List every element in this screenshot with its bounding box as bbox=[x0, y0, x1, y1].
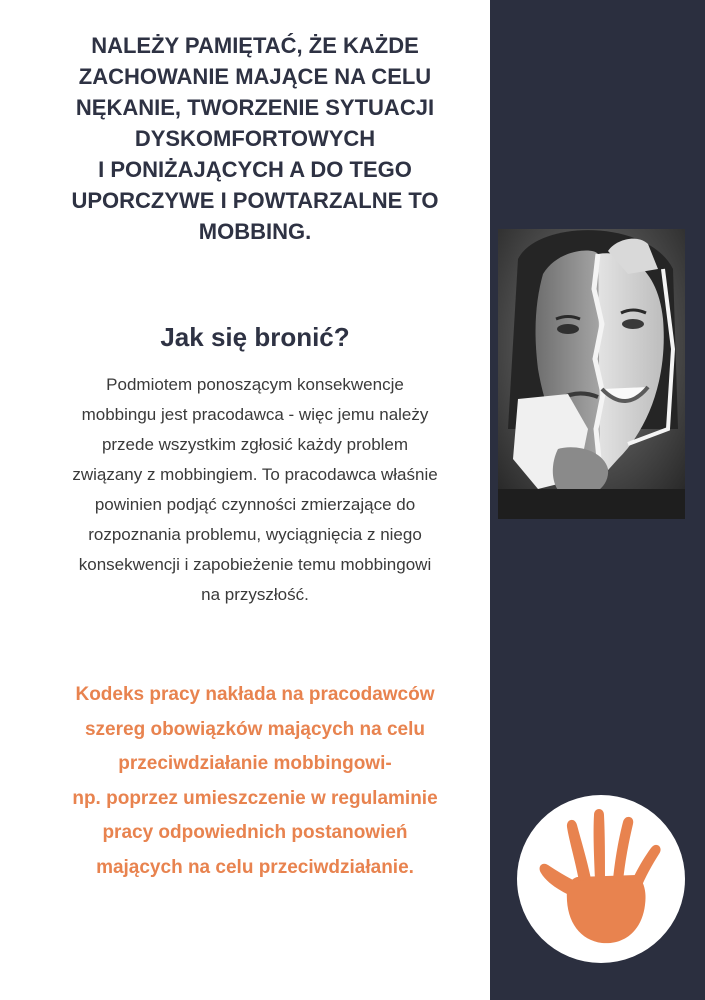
headline-line: NALEŻY PAMIĘTAĆ, ŻE KAŻDE bbox=[91, 33, 419, 58]
highlight-line: szereg obowiązków mających na celu bbox=[84, 718, 425, 740]
body-paragraph bbox=[40, 370, 470, 610]
highlight-line: mających na celu przeciwdziałanie. bbox=[96, 856, 414, 878]
highlight-paragraph bbox=[30, 678, 480, 885]
headline-line: NĘKANIE, TWORZENIE SYTUACJI bbox=[75, 95, 435, 120]
body-line: rozpoznania problemu, wyciągnięcia z niego bbox=[88, 525, 422, 544]
highlight-line: przeciwdziałanie mobbingowi- bbox=[118, 753, 392, 774]
body-line: powinien podjąć czynności zmierzające do bbox=[94, 495, 416, 514]
headline-line: ZACHOWANIE MAJĄCE NA CELU bbox=[78, 64, 432, 89]
headline-line: I PONIŻAJĄCYCH A DO TEGO bbox=[98, 157, 412, 182]
headline bbox=[30, 30, 480, 247]
highlight-line: np. poprzez umieszczenie w regulaminie bbox=[72, 787, 438, 809]
headline-line: MOBBING. bbox=[198, 219, 312, 244]
headline-line: DYSKOMFORTOWYCH bbox=[134, 126, 376, 151]
hand-circle bbox=[517, 795, 685, 963]
torn-face-photo bbox=[498, 229, 685, 519]
body-line: związany z mobbingiem. To pracodawca właśnie bbox=[72, 465, 438, 484]
subheading: Jak się bronić? bbox=[160, 322, 350, 352]
body-line: konsekwencji i zapobieżenie temu mobbingowi bbox=[78, 555, 432, 574]
body-line: Podmiotem ponoszącym konsekwencje bbox=[106, 375, 404, 394]
body-line: przede wszystkim zgłosić każdy problem bbox=[101, 435, 409, 454]
highlight-line: Kodeks pracy nakłada na pracodawców bbox=[75, 684, 435, 705]
orange-handprint-icon bbox=[517, 795, 685, 963]
highlight-line: pracy odpowiednich postanowień bbox=[102, 822, 408, 843]
body-line: mobbingu jest pracodawca - więc jemu należy bbox=[81, 405, 429, 424]
body-line: na przyszłość. bbox=[201, 585, 309, 604]
headline-line: UPORCZYWE I POWTARZALNE TO bbox=[71, 188, 439, 213]
